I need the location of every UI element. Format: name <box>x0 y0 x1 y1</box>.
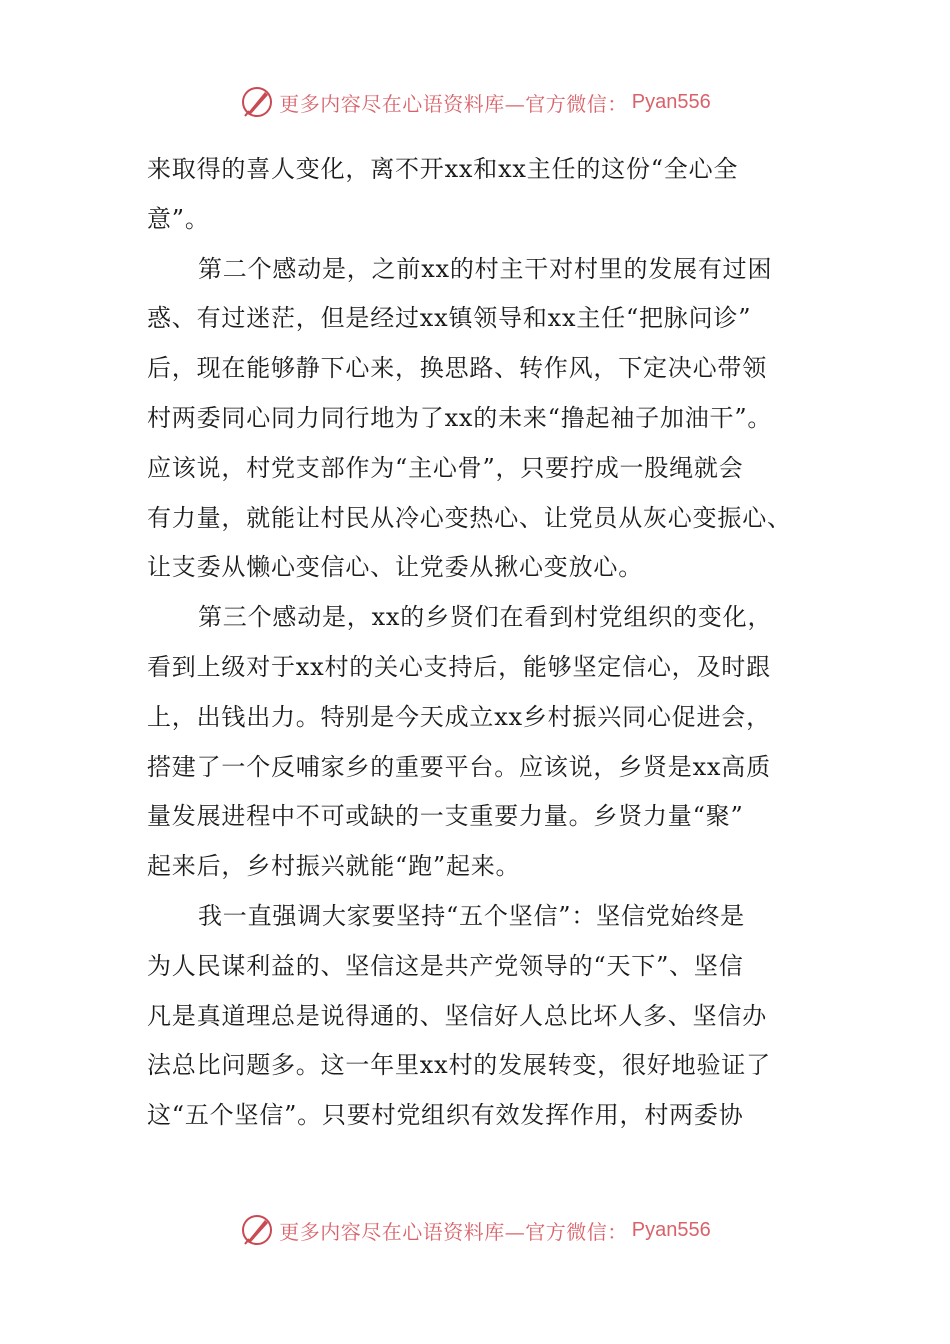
text-line: 应该说，村党支部作为“主心骨”，只要拧成一股绳就会 <box>147 453 744 482</box>
paragraph <box>147 593 827 892</box>
footer-watermark <box>0 1210 950 1250</box>
watermark-wechat-id: Pyan556 <box>631 90 711 113</box>
text-line: 来取得的喜人变化，离不开xx和xx主任的这份“全心全 <box>147 155 739 183</box>
text-line: 为人民谋利益的、坚信这是共产党领导的“天下”、坚信 <box>147 951 744 980</box>
text-line: 起来后，乡村振兴就能“跑”起来。 <box>147 852 521 881</box>
quill-logo-icon <box>239 1212 275 1248</box>
text-line: 法总比问题多。这一年里xx村的发展转变，很好地验证了 <box>147 1051 771 1080</box>
text-line: 惑、有过迷茫，但是经过xx镇领导和xx主任“把脉问诊” <box>147 304 752 333</box>
paragraph <box>147 892 827 1141</box>
text-line: 让支委从懒心变信心、让党委从揪心变放心。 <box>147 553 643 582</box>
watermark-wechat-id: Pyan556 <box>631 1218 711 1241</box>
text-line: 有力量，就能让村民从冷心变热心、让党员从灰心变振心、 <box>147 503 792 532</box>
text-line: 第二个感动是，之前xx的村主干对村里的发展有过困 <box>198 254 773 283</box>
text-line: 村两委同心同力同行地为了xx的未来“撸起袖子加油干”。 <box>147 403 773 432</box>
text-line: 凡是真道理总是说得通的、坚信好人总比坏人多、坚信办 <box>147 1001 767 1030</box>
document-body <box>147 145 827 1141</box>
text-line: 我一直强调大家要坚持“五个坚信”：坚信党始终是 <box>198 901 745 930</box>
quill-logo-icon <box>239 84 275 120</box>
text-line: 意”。 <box>147 204 210 233</box>
text-line: 上，出钱出力。特别是今天成立xx乡村振兴同心促进会， <box>147 702 771 731</box>
text-line: 后，现在能够静下心来，换思路、转作风，下定决心带领 <box>147 354 767 383</box>
paragraph <box>147 145 827 245</box>
header-watermark <box>0 82 950 122</box>
watermark-text: 更多内容尽在心语资料库—官方微信： <box>279 1219 628 1244</box>
text-line: 这“五个坚信”。只要村党组织有效发挥作用，村两委协 <box>147 1101 744 1130</box>
text-line: 第三个感动是，xx的乡贤们在看到村党组织的变化， <box>198 603 773 632</box>
text-line: 搭建了一个反哺家乡的重要平台。应该说，乡贤是xx高质 <box>147 752 771 781</box>
watermark-text: 更多内容尽在心语资料库—官方微信： <box>279 91 628 116</box>
text-line: 看到上级对于xx村的关心支持后，能够坚定信心，及时跟 <box>147 652 771 681</box>
paragraph <box>147 245 827 594</box>
text-line: 量发展进程中不可或缺的一支重要力量。乡贤力量“聚” <box>147 802 744 831</box>
